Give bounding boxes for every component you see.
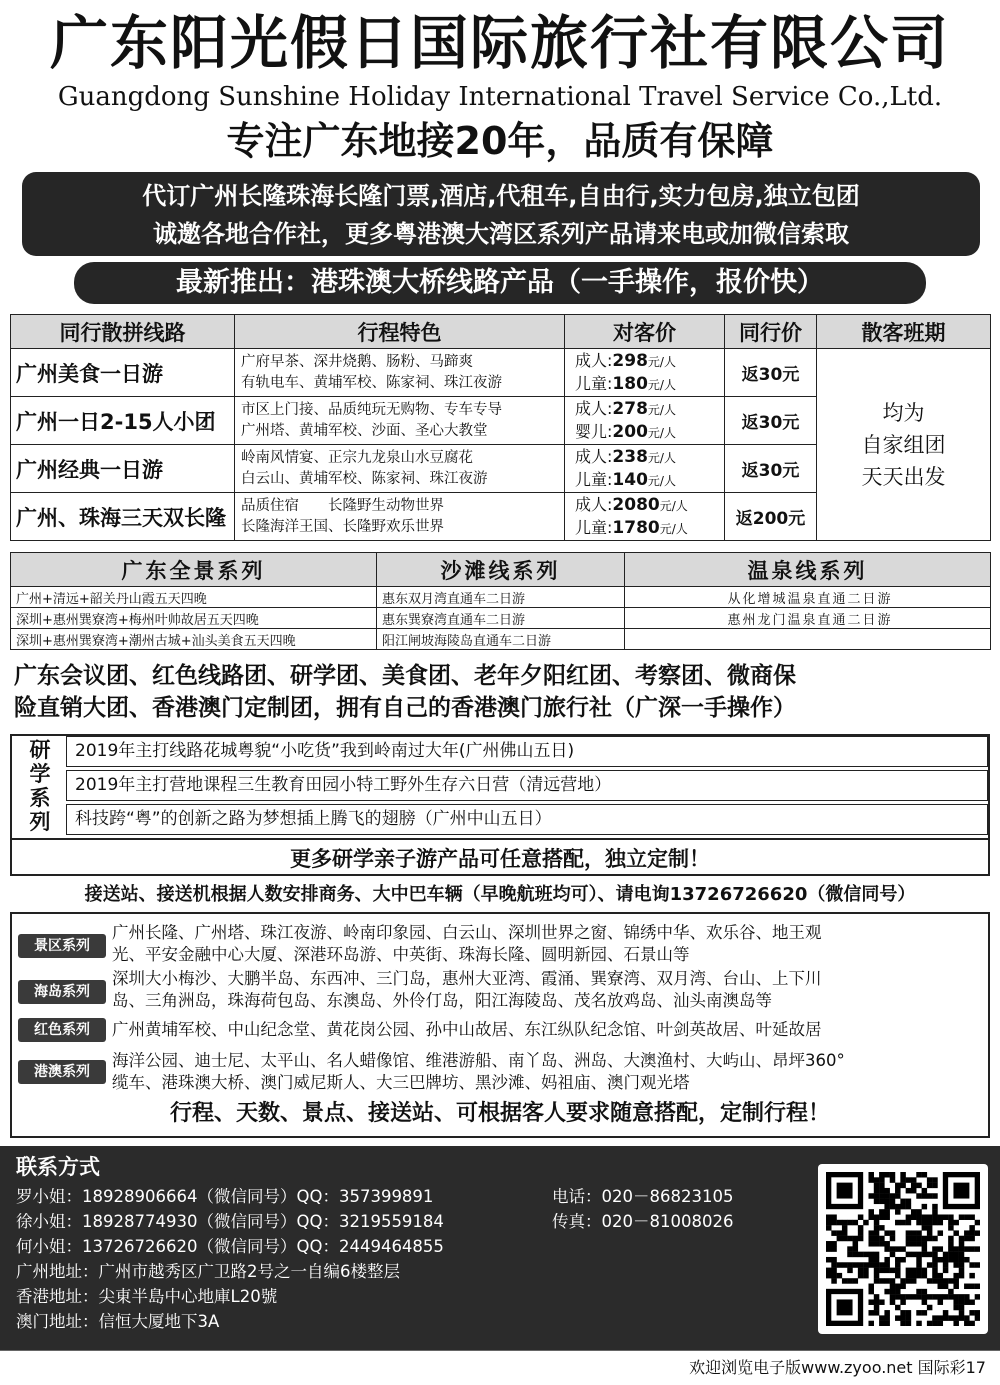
series-cell: 惠州龙门温泉直通二日游 bbox=[625, 608, 991, 629]
route-name: 广州经典一日游 bbox=[11, 445, 235, 493]
category-text: 广州黄埔军校、中山纪念堂、黄花岗公园、孙中山故居、东江纵队纪念馆、叶剑英故居、叶延故居 bbox=[112, 1020, 822, 1039]
route-peer-price: 返30元 bbox=[725, 397, 817, 445]
header-features: 行程特色 bbox=[235, 315, 565, 349]
table-row bbox=[11, 587, 991, 608]
footer-text: 欢迎浏览电子版www.zyoo.net 国际彩17 bbox=[0, 1350, 1000, 1385]
category-text: 广州长隆、广州塔、珠江夜游、岭南印象园、白云山、深圳世界之窗、锦绣中华、欢乐谷、地王观 光、平安金融中心大厦、深港环岛游、中英街、珠海长隆、圆明新园、石景山等 bbox=[112, 923, 822, 964]
study-item: 科技跨“粤”的创新之路为梦想插上腾飞的翅膀（广州中山五日） bbox=[66, 804, 988, 835]
category-badge: 红色系列 bbox=[18, 1018, 106, 1042]
transfer-notice: 接送站、接送机根据人数安排商务、大中巴车辆（早晚航班均可）、请电询13726726620（微信同号） bbox=[84, 884, 916, 905]
route-features: 岭南风情宴、正宗九龙泉山水豆腐花 白云山、黄埔军校、陈家祠、珠江夜游 bbox=[235, 445, 565, 493]
route-name: 广州美食一日游 bbox=[11, 349, 235, 397]
series-cell: 阳江闸坡海陵岛直通车二日游 bbox=[377, 629, 625, 650]
custom-groups-text: 广东会议团、红色线路团、研学团、美食团、老年夕阳红团、考察团、微商保 险直销大团、香港澳门定制团，拥有自己的香港澳门旅行社（广深一手操作） bbox=[14, 663, 796, 721]
study-item: 2019年主打线路花城粤貌“小吃货”我到岭南过大年(广州佛山五日) bbox=[66, 736, 988, 767]
series-cell: 惠东双月湾直通车二日游 bbox=[377, 587, 625, 608]
route-peer-price: 返30元 bbox=[725, 445, 817, 493]
routes-header-row bbox=[11, 315, 991, 349]
header-peer-price: 同行价 bbox=[725, 315, 817, 349]
header-beach-series: 沙滩线系列 bbox=[377, 553, 625, 587]
category-badge: 景区系列 bbox=[18, 934, 106, 958]
scenic-note: 行程、天数、景点、接送站、可根据客人要求随意搭配，定制行程！ bbox=[169, 1101, 830, 1126]
route-peer-price: 返200元 bbox=[725, 493, 817, 541]
slogan: 专注广东地接20年，品质有保障 bbox=[226, 119, 774, 163]
category-badge: 海岛系列 bbox=[18, 980, 106, 1004]
study-item: 2019年主打营地课程三生教育田园小特工野外生存六日营（清远营地） bbox=[66, 770, 988, 801]
contact-person: 罗小姐：18928906664（微信同号）QQ：357399891 bbox=[16, 1187, 434, 1206]
route-features: 广府早茶、深井烧鹅、肠粉、马蹄爽 有轨电车、黄埔军校、陈家祠、珠江夜游 bbox=[235, 349, 565, 397]
contact-phone: 电话：020－86823105 bbox=[552, 1187, 734, 1206]
route-name: 广州一日2-15人小团 bbox=[11, 397, 235, 445]
series-cell bbox=[625, 629, 991, 650]
contact-fax: 传真：020－81008026 bbox=[552, 1212, 734, 1231]
series-header-row bbox=[11, 553, 991, 587]
address-hongkong: 香港地址：尖東半島中心地庫L20號 bbox=[16, 1287, 278, 1306]
category-text: 海洋公园、迪士尼、太平山、名人蜡像馆、维港游船、南丫岛、洲岛、大澳渔村、大屿山、昂坪360° 缆车、港珠澳大桥、澳门威尼斯人、大三巴牌坊、黑沙滩、妈祖庙、澳门观光塔 bbox=[112, 1051, 845, 1092]
route-price: 成人:2080元/人 儿童:1780元/人 bbox=[565, 493, 725, 541]
series-cell: 惠东巽寮湾直通车二日游 bbox=[377, 608, 625, 629]
contact-person: 何小姐：13726726620（微信同号）QQ：2449464855 bbox=[16, 1237, 444, 1256]
series-cell: 从化增城温泉直通二日游 bbox=[625, 587, 991, 608]
series-table bbox=[10, 552, 991, 650]
header-panorama-series: 广东全景系列 bbox=[11, 553, 377, 587]
new-launch-banner: 最新推出：港珠澳大桥线路产品（一手操作，报价快） bbox=[74, 262, 926, 304]
route-price: 成人:298元/人 儿童:180元/人 bbox=[565, 349, 725, 397]
study-series-box bbox=[10, 734, 990, 876]
contact-person: 徐小姐：18928774930（微信同号）QQ：3219559184 bbox=[16, 1212, 444, 1231]
study-more-text: 更多研学亲子游产品可任意搭配，独立定制！ bbox=[12, 838, 988, 876]
company-title-en: Guangdong Sunshine Holiday International Travel Service Co.,Ltd. bbox=[57, 82, 943, 112]
table-row bbox=[11, 608, 991, 629]
route-features: 市区上门接、品质纯玩无购物、专车专导 广州塔、黄埔军校、沙面、圣心大教堂 bbox=[235, 397, 565, 445]
promo-line-2: 诚邀各地合作社，更多粤港澳大湾区系列产品请来电或加微信索取 bbox=[153, 220, 849, 248]
contact-section bbox=[0, 1146, 1000, 1350]
wechat-qr-code-icon bbox=[818, 1164, 988, 1334]
company-title-cn: 广东阳光假日国际旅行社有限公司 bbox=[49, 9, 950, 77]
series-cell: 深圳+惠州巽寮湾+梅州叶帅故居五天四晚 bbox=[11, 608, 377, 629]
series-cell: 广州+清远+韶关丹山霞五天四晚 bbox=[11, 587, 377, 608]
route-schedule: 均为 自家组团 天天出发 bbox=[817, 349, 991, 541]
scenic-box bbox=[10, 912, 990, 1138]
route-name: 广州、珠海三天双长隆 bbox=[11, 493, 235, 541]
contact-title: 联系方式 bbox=[16, 1155, 100, 1179]
route-price: 成人:238元/人 儿童:140元/人 bbox=[565, 445, 725, 493]
route-price: 成人:278元/人 婴儿:200元/人 bbox=[565, 397, 725, 445]
route-features: 品质住宿 长隆野生动物世界 长隆海洋王国、长隆野欢乐世界 bbox=[235, 493, 565, 541]
header-routes: 同行散拼线路 bbox=[11, 315, 235, 349]
header-customer-price: 对客价 bbox=[565, 315, 725, 349]
route-peer-price: 返30元 bbox=[725, 349, 817, 397]
address-macau: 澳门地址：信恒大厦地下3A bbox=[16, 1312, 220, 1331]
table-row bbox=[11, 629, 991, 650]
header-schedule: 散客班期 bbox=[817, 315, 991, 349]
address-guangzhou: 广州地址：广州市越秀区广卫路2号之一自编6楼整层 bbox=[16, 1262, 400, 1281]
promo-banner bbox=[22, 172, 980, 256]
routes-table bbox=[10, 314, 991, 541]
category-badge: 港澳系列 bbox=[18, 1060, 106, 1084]
category-text: 深圳大小梅沙、大鹏半岛、东西冲、三门岛，惠州大亚湾、霞涌、巽寮湾、双月湾、台山、上下川 岛、三角洲岛，珠海荷包岛、东澳岛、外伶仃岛，阳江海陵岛、茂名放鸡岛、汕头南澳岛等 bbox=[112, 969, 822, 1010]
table-row bbox=[11, 349, 991, 397]
series-cell: 深圳+惠州巽寮湾+潮州古城+汕头美食五天四晚 bbox=[11, 629, 377, 650]
promo-line-1: 代订广州长隆珠海长隆门票,酒店,代租车,自由行,实力包房,独立包团 bbox=[142, 182, 860, 210]
study-series-label: 研 学 系 列 bbox=[29, 738, 51, 834]
header-hot-spring-series: 温泉线系列 bbox=[625, 553, 991, 587]
